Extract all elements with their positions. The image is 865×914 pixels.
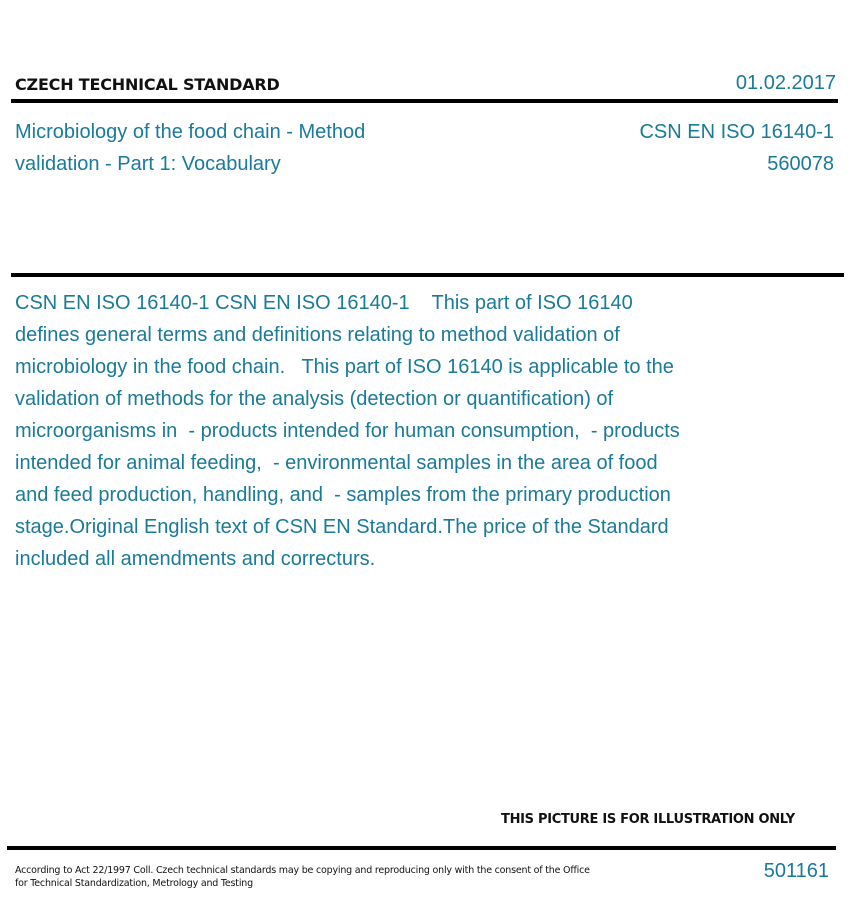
document-title: Microbiology of the food chain - Method validation - Part 1: Vocabulary (15, 121, 366, 175)
illustration-note: THIS PICTURE IS FOR ILLUSTRATION ONLY (501, 812, 795, 827)
header-title: CZECH TECHNICAL STANDARD (15, 75, 280, 94)
abstract-text: CSN EN ISO 16140-1 CSN EN ISO 16140-1 This part of ISO 16140 defines general terms and definitions relating to method validation of microbiology in the food chain. This part of ISO 16140 is applicable to the validation of methods for the analysis (detection or quantification) of microorganisms in - products intended for human consumption, - products intended for animal feeding, - environmental samples in the area of food and feed production, handling, and - samples from the primary production stage.Original English text of CSN EN Standard.The price of the Standard included all amendments and correcturs. (15, 292, 686, 570)
document-identifier (639, 116, 834, 180)
section-divider (11, 273, 844, 277)
footer-divider (7, 846, 836, 850)
catalog-number: 501161 (763, 860, 829, 882)
standard-number: CSN EN ISO 16140-1 (639, 121, 834, 143)
header-divider (11, 99, 838, 103)
class-code: 560078 (767, 153, 834, 175)
legal-notice: According to Act 22/1997 Coll. Czech technical standards may be copying and reproducing only with the consent of the Office for Technical Standardization, Metrology and Testing (15, 865, 590, 889)
publication-date: 01.02.2017 (735, 72, 836, 94)
